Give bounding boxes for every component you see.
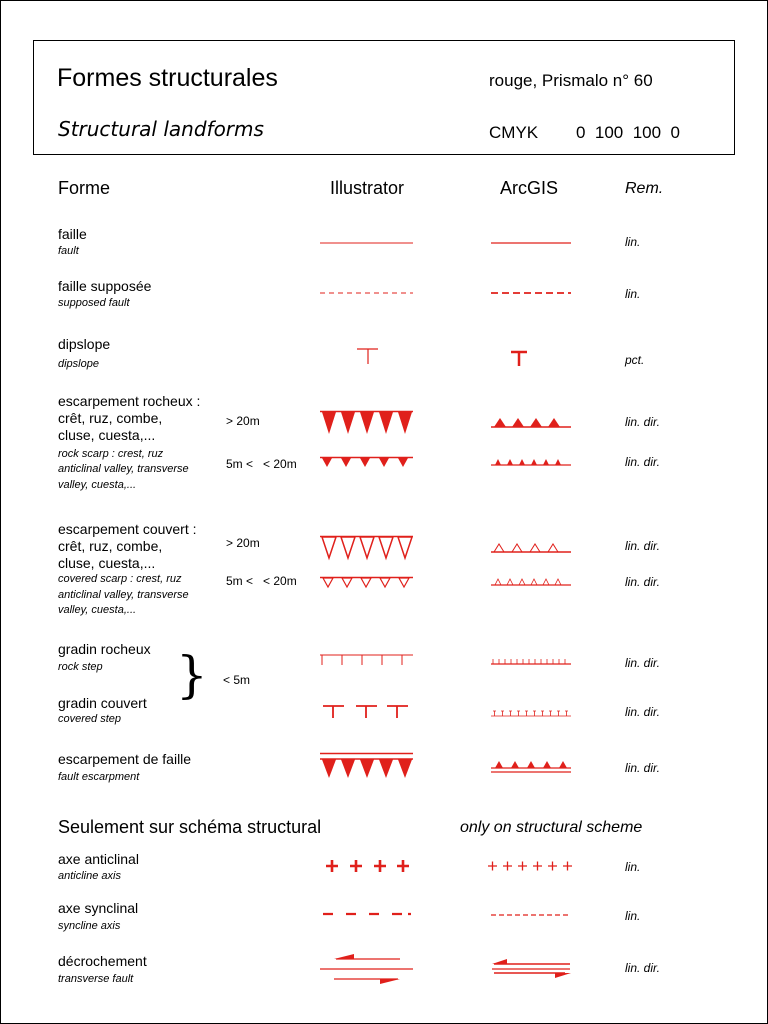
row-supposed-fault-name: faille supposée bbox=[58, 278, 152, 294]
row-covered-scarp-remark-low: lin. dir. bbox=[625, 575, 660, 589]
row-dipslope-translation: dipslope bbox=[58, 358, 99, 370]
dashed-line-symbol bbox=[320, 290, 414, 296]
plus-axis-symbol bbox=[487, 860, 577, 874]
row-covered-scarp-translation-line3: valley, cuesta,... bbox=[58, 604, 137, 616]
plus-axis-symbol bbox=[325, 859, 411, 875]
dash-axis-symbol bbox=[491, 912, 573, 918]
triangle-scarp-symbol bbox=[491, 758, 573, 774]
cmyk-label: CMYK bbox=[489, 123, 539, 142]
row-fault-scarp-translation: fault escarpment bbox=[58, 771, 140, 783]
row-rock-scarp-translation-line3: valley, cuesta,... bbox=[58, 479, 137, 491]
row-syncline-name: axe synclinal bbox=[58, 900, 139, 916]
row-rock-step-name: gradin rocheux bbox=[58, 641, 151, 657]
row-covered-scarp-translation-line1: covered scarp : crest, ruz bbox=[58, 573, 182, 585]
row-rock-scarp-translation-line1: rock scarp : crest, ruz bbox=[58, 448, 164, 460]
step-threshold: < 5m bbox=[223, 673, 251, 687]
row-dipslope-remark: pct. bbox=[625, 353, 645, 367]
row-rock-scarp-threshold-high: > 20m bbox=[226, 414, 260, 428]
row-transverse-fault-translation: transverse fault bbox=[58, 973, 134, 985]
t-step-symbol bbox=[322, 704, 414, 720]
column-header-arcgis: ArcGIS bbox=[500, 178, 559, 198]
color-name: rouge, Prismalo n° 60 bbox=[489, 71, 653, 90]
page-title: Formes structurales bbox=[57, 64, 278, 92]
row-covered-scarp-name-line3: cluse, cuesta,... bbox=[58, 555, 156, 571]
step-brace: } bbox=[176, 646, 208, 704]
row-transverse-fault-remark: lin. dir. bbox=[625, 961, 660, 975]
row-syncline-translation: syncline axis bbox=[58, 920, 121, 932]
row-fault-remark: lin. bbox=[625, 235, 641, 249]
row-covered-scarp-name-line2: crêt, ruz, combe, bbox=[58, 538, 163, 554]
row-fault-scarp-name: escarpement de faille bbox=[58, 751, 192, 767]
row-covered-step-translation: covered step bbox=[58, 713, 121, 725]
row-rock-scarp-translation-line2: anticlinal valley, transverse bbox=[58, 463, 189, 475]
open-triangle-scarp-symbol bbox=[320, 535, 414, 561]
row-rock-scarp-name-line2: crêt, ruz, combe, bbox=[58, 410, 163, 426]
row-covered-scarp-name-line1: escarpement couvert : bbox=[58, 521, 197, 537]
row-dipslope-name: dipslope bbox=[58, 336, 111, 352]
open-triangle-scarp-symbol bbox=[320, 576, 414, 590]
row-fault-scarp-remark: lin. dir. bbox=[625, 761, 660, 775]
row-supposed-fault-remark: lin. bbox=[625, 287, 641, 301]
tick-step-symbol bbox=[491, 656, 573, 666]
row-rock-scarp-name-line3: cluse, cuesta,... bbox=[58, 427, 156, 443]
row-covered-scarp-threshold-high: > 20m bbox=[226, 536, 260, 550]
row-rock-scarp-remark-high: lin. dir. bbox=[625, 415, 660, 429]
row-fault-translation: fault bbox=[58, 245, 79, 257]
row-rock-step-translation: rock step bbox=[58, 661, 103, 673]
row-fault-name: faille bbox=[58, 226, 87, 242]
column-header-illustrator: Illustrator bbox=[330, 178, 405, 198]
cmyk-values: 0 100 100 0 bbox=[576, 123, 680, 142]
triangle-scarp-symbol bbox=[491, 456, 573, 468]
page-subtitle: Structural landforms bbox=[58, 117, 264, 141]
arrow-fault-symbol bbox=[320, 952, 414, 986]
line-symbol bbox=[491, 240, 573, 246]
dash-axis-symbol bbox=[322, 911, 412, 917]
row-rock-step-remark: lin. dir. bbox=[625, 656, 660, 670]
section-title: Seulement sur schéma structural bbox=[58, 817, 322, 837]
row-covered-scarp-threshold-low: 5m < < 20m bbox=[226, 574, 297, 588]
column-header-form: Forme bbox=[58, 178, 111, 198]
t-symbol bbox=[510, 350, 530, 368]
section-title-en: only on structural scheme bbox=[460, 819, 643, 836]
row-anticline-translation: anticline axis bbox=[58, 870, 121, 882]
row-covered-scarp-translation-line2: anticlinal valley, transverse bbox=[58, 589, 189, 601]
arrow-fault-symbol bbox=[491, 957, 573, 979]
t-step-symbol bbox=[491, 708, 573, 718]
row-covered-step-name: gradin couvert bbox=[58, 695, 147, 711]
row-transverse-fault-name: décrochement bbox=[58, 953, 147, 969]
triangle-scarp-symbol bbox=[491, 414, 573, 430]
column-header-remark: Rem. bbox=[625, 180, 664, 197]
dashed-line-symbol bbox=[491, 290, 573, 296]
triangle-scarp-symbol bbox=[320, 410, 414, 436]
row-anticline-remark: lin. bbox=[625, 860, 641, 874]
row-rock-scarp-name-line1: escarpement rocheux : bbox=[58, 393, 201, 409]
row-syncline-remark: lin. bbox=[625, 909, 641, 923]
row-rock-scarp-remark-low: lin. dir. bbox=[625, 455, 660, 469]
row-covered-step-remark: lin. dir. bbox=[625, 705, 660, 719]
triangle-scarp-symbol bbox=[320, 456, 414, 470]
row-rock-scarp-threshold-low: 5m < < 20m bbox=[226, 457, 297, 471]
tick-step-symbol bbox=[320, 654, 414, 668]
triangle-scarp-symbol bbox=[320, 752, 414, 780]
row-anticline-name: axe anticlinal bbox=[58, 851, 139, 867]
row-covered-scarp-remark-high: lin. dir. bbox=[625, 539, 660, 553]
line-symbol bbox=[320, 240, 414, 246]
t-symbol bbox=[356, 348, 380, 366]
open-triangle-scarp-symbol bbox=[491, 541, 573, 555]
row-supposed-fault-translation: supposed fault bbox=[58, 297, 130, 309]
open-triangle-scarp-symbol bbox=[491, 576, 573, 588]
